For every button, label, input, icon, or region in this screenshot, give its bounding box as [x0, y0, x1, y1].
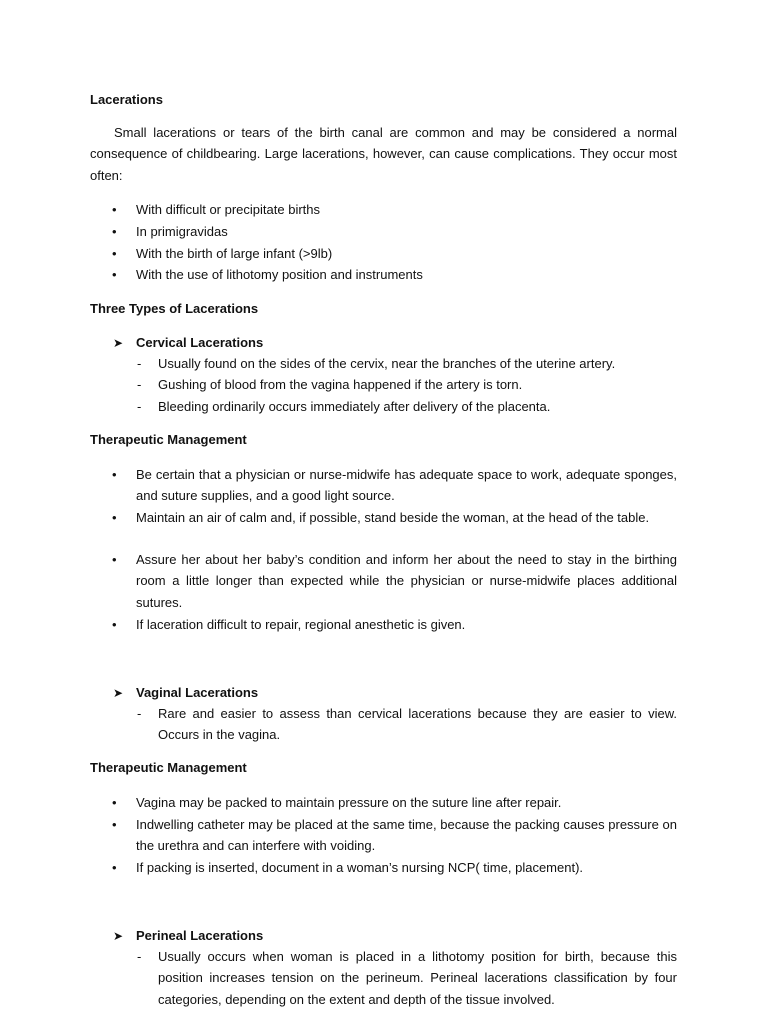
management-item: If laceration difficult to repair, regional anesthetic is given. — [136, 617, 466, 632]
cause-item: In primigravidas — [136, 224, 228, 239]
arrow-marker: ➤ — [113, 929, 124, 943]
management-item: Maintain an air of calm and, if possible, stand beside the woman, at the head of the table. — [136, 510, 650, 525]
arrow-marker: ➤ — [113, 336, 124, 350]
vaginal-point: Rare and easier to assess than cervical lacerations because they are easier to view. Occurs in the vagina. — [158, 706, 677, 743]
bullet-marker: • — [112, 267, 117, 282]
dash-marker: - — [137, 356, 142, 371]
cause-item: With the use of lithotomy position and instruments — [136, 267, 423, 282]
vaginal-heading: Vaginal Lacerations — [136, 685, 259, 700]
cause-item: With difficult or precipitate births — [136, 202, 320, 217]
bullet-marker: • — [112, 617, 117, 632]
management-heading: Therapeutic Management — [90, 760, 247, 775]
perineal-point: Usually occurs when woman is placed in a lithotomy position for birth, because this position increases tension on the perineum. Perineal lacerations classification by four categories, depending on the extent and depth of the tissue involved. — [158, 949, 677, 1007]
types-heading: Three Types of Lacerations — [90, 301, 259, 316]
cervical-point: Bleeding ordinarily occurs immediately after delivery of the placenta. — [158, 399, 551, 414]
cervical-point: Usually found on the sides of the cervix, near the branches of the uterine artery. — [158, 356, 616, 371]
bullet-marker: • — [112, 224, 117, 239]
management-item: Indwelling catheter may be placed at the same time, because the packing causes pressure on the urethra and can interfere with voiding. — [136, 817, 677, 854]
bullet-marker: • — [112, 860, 117, 875]
bullet-marker: • — [112, 817, 117, 832]
dash-marker: - — [137, 706, 142, 721]
management-item: If packing is inserted, document in a woman’s nursing NCP( time, placement). — [136, 860, 584, 875]
intro-paragraph: Small lacerations or tears of the birth canal are common and may be considered a normal consequence of childbearing. Large lacerations, however, can cause complications. They occur most often: — [90, 125, 677, 183]
cervical-point: Gushing of blood from the vagina happened if the artery is torn. — [158, 377, 523, 392]
dash-marker: - — [137, 949, 142, 964]
bullet-marker: • — [112, 467, 117, 482]
cause-item: With the birth of large infant (>9lb) — [136, 246, 333, 261]
page-title: Lacerations — [90, 92, 163, 107]
management-heading: Therapeutic Management — [90, 432, 247, 447]
bullet-marker: • — [112, 795, 117, 810]
arrow-marker: ➤ — [113, 686, 124, 700]
cervical-heading: Cervical Lacerations — [136, 335, 264, 350]
bullet-marker: • — [112, 510, 117, 525]
bullet-marker: • — [112, 246, 117, 261]
management-item: Be certain that a physician or nurse-midwife has adequate space to work, adequate sponges, and suture supplies, and a good light source. — [136, 467, 677, 504]
perineal-heading: Perineal Lacerations — [136, 928, 264, 943]
management-item: Assure her about her baby’s condition and inform her about the need to stay in the birthing room a little longer than expected while the physician or nurse-midwife places additional sutures. — [136, 552, 677, 610]
bullet-marker: • — [112, 202, 117, 217]
dash-marker: - — [137, 399, 142, 414]
management-item: Vagina may be packed to maintain pressure on the suture line after repair. — [136, 795, 562, 810]
dash-marker: - — [137, 377, 142, 392]
bullet-marker: • — [112, 552, 117, 567]
